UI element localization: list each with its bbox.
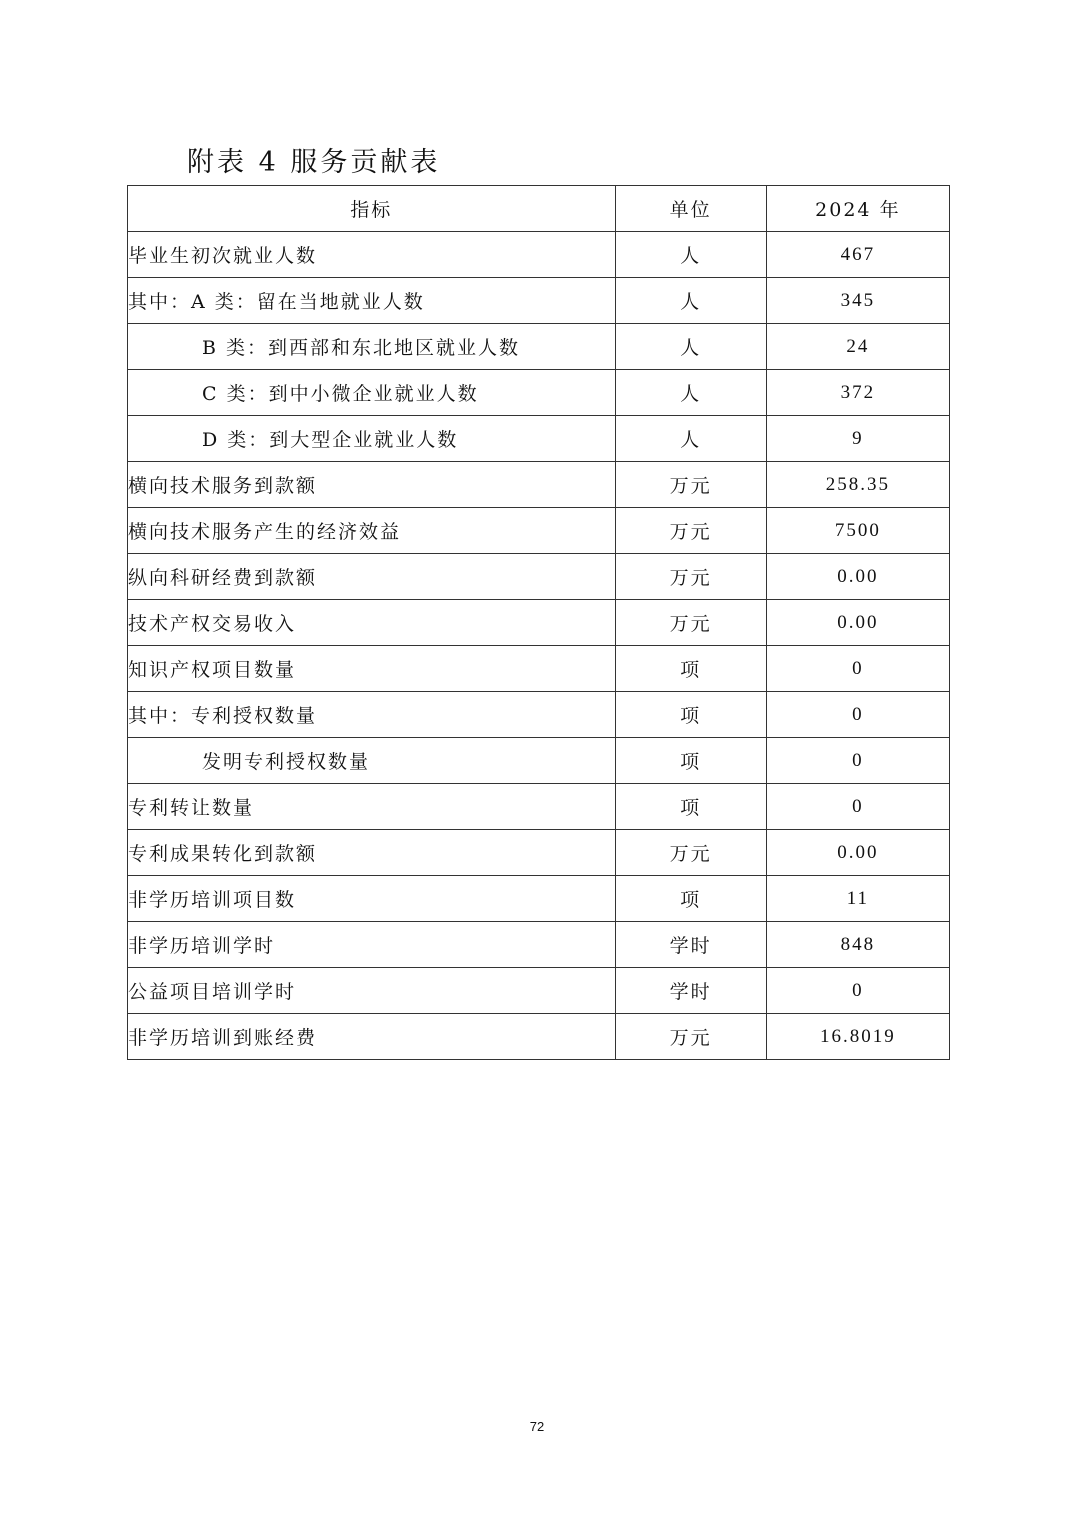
value-cell: 372 xyxy=(766,370,949,416)
value-cell: 7500 xyxy=(766,508,949,554)
value-cell: 0 xyxy=(766,968,949,1014)
indicator-cell: 非学历培训到账经费 xyxy=(128,1014,616,1060)
table-row xyxy=(128,692,950,738)
unit-cell: 项 xyxy=(615,692,766,738)
unit-cell: 万元 xyxy=(615,462,766,508)
table-row xyxy=(128,876,950,922)
value-cell: 0 xyxy=(766,784,949,830)
indicator-cell: 纵向科研经费到款额 xyxy=(128,554,616,600)
unit-cell: 人 xyxy=(615,416,766,462)
unit-cell: 学时 xyxy=(615,968,766,1014)
unit-cell: 项 xyxy=(615,876,766,922)
value-cell: 0 xyxy=(766,646,949,692)
value-cell: 467 xyxy=(766,232,949,278)
table-row xyxy=(128,922,950,968)
unit-cell: 万元 xyxy=(615,600,766,646)
table-row xyxy=(128,1014,950,1060)
table-row xyxy=(128,554,950,600)
unit-cell: 万元 xyxy=(615,830,766,876)
value-cell: 258.35 xyxy=(766,462,949,508)
table-body xyxy=(128,232,950,1060)
unit-cell: 项 xyxy=(615,784,766,830)
value-cell: 0.00 xyxy=(766,830,949,876)
table-row xyxy=(128,462,950,508)
header-year: 2024 年 xyxy=(766,186,949,232)
indicator-cell: 非学历培训学时 xyxy=(128,922,616,968)
table-row xyxy=(128,600,950,646)
unit-cell: 万元 xyxy=(615,1014,766,1060)
unit-cell: 项 xyxy=(615,646,766,692)
table-row xyxy=(128,508,950,554)
unit-cell: 项 xyxy=(615,738,766,784)
value-cell: 0 xyxy=(766,692,949,738)
table-row xyxy=(128,324,950,370)
unit-cell: 学时 xyxy=(615,922,766,968)
indicator-cell: 公益项目培训学时 xyxy=(128,968,616,1014)
indicator-cell: C 类：到中小微企业就业人数 xyxy=(128,370,616,416)
indicator-cell: 专利成果转化到款额 xyxy=(128,830,616,876)
value-cell: 848 xyxy=(766,922,949,968)
indicator-cell: 知识产权项目数量 xyxy=(128,646,616,692)
service-contribution-table xyxy=(127,185,950,1060)
value-cell: 9 xyxy=(766,416,949,462)
value-cell: 11 xyxy=(766,876,949,922)
value-cell: 0.00 xyxy=(766,600,949,646)
indicator-cell: 横向技术服务到款额 xyxy=(128,462,616,508)
value-cell: 16.8019 xyxy=(766,1014,949,1060)
value-cell: 0 xyxy=(766,738,949,784)
unit-cell: 人 xyxy=(615,232,766,278)
indicator-cell: D 类：到大型企业就业人数 xyxy=(128,416,616,462)
table-row xyxy=(128,416,950,462)
indicator-cell: B 类：到西部和东北地区就业人数 xyxy=(128,324,616,370)
table-row xyxy=(128,646,950,692)
table-row xyxy=(128,232,950,278)
unit-cell: 万元 xyxy=(615,554,766,600)
table-row xyxy=(128,278,950,324)
indicator-cell: 毕业生初次就业人数 xyxy=(128,232,616,278)
indicator-cell: 其中：A 类：留在当地就业人数 xyxy=(128,278,616,324)
header-row xyxy=(128,186,950,232)
page-number: 72 xyxy=(529,1419,545,1434)
value-cell: 24 xyxy=(766,324,949,370)
indicator-cell: 横向技术服务产生的经济效益 xyxy=(128,508,616,554)
unit-cell: 人 xyxy=(615,324,766,370)
unit-cell: 人 xyxy=(615,370,766,416)
indicator-cell: 非学历培训项目数 xyxy=(128,876,616,922)
table-row xyxy=(128,784,950,830)
unit-cell: 万元 xyxy=(615,508,766,554)
table-row xyxy=(128,738,950,784)
table-row xyxy=(128,370,950,416)
indicator-cell: 发明专利授权数量 xyxy=(128,738,616,784)
header-unit: 单位 xyxy=(615,186,766,232)
indicator-cell: 其中：专利授权数量 xyxy=(128,692,616,738)
value-cell: 0.00 xyxy=(766,554,949,600)
table-row xyxy=(128,968,950,1014)
indicator-cell: 专利转让数量 xyxy=(128,784,616,830)
table-row xyxy=(128,830,950,876)
header-indicator: 指标 xyxy=(128,186,616,232)
unit-cell: 人 xyxy=(615,278,766,324)
table-title: 附表 4 服务贡献表 xyxy=(187,147,441,178)
value-cell: 345 xyxy=(766,278,949,324)
indicator-cell: 技术产权交易收入 xyxy=(128,600,616,646)
